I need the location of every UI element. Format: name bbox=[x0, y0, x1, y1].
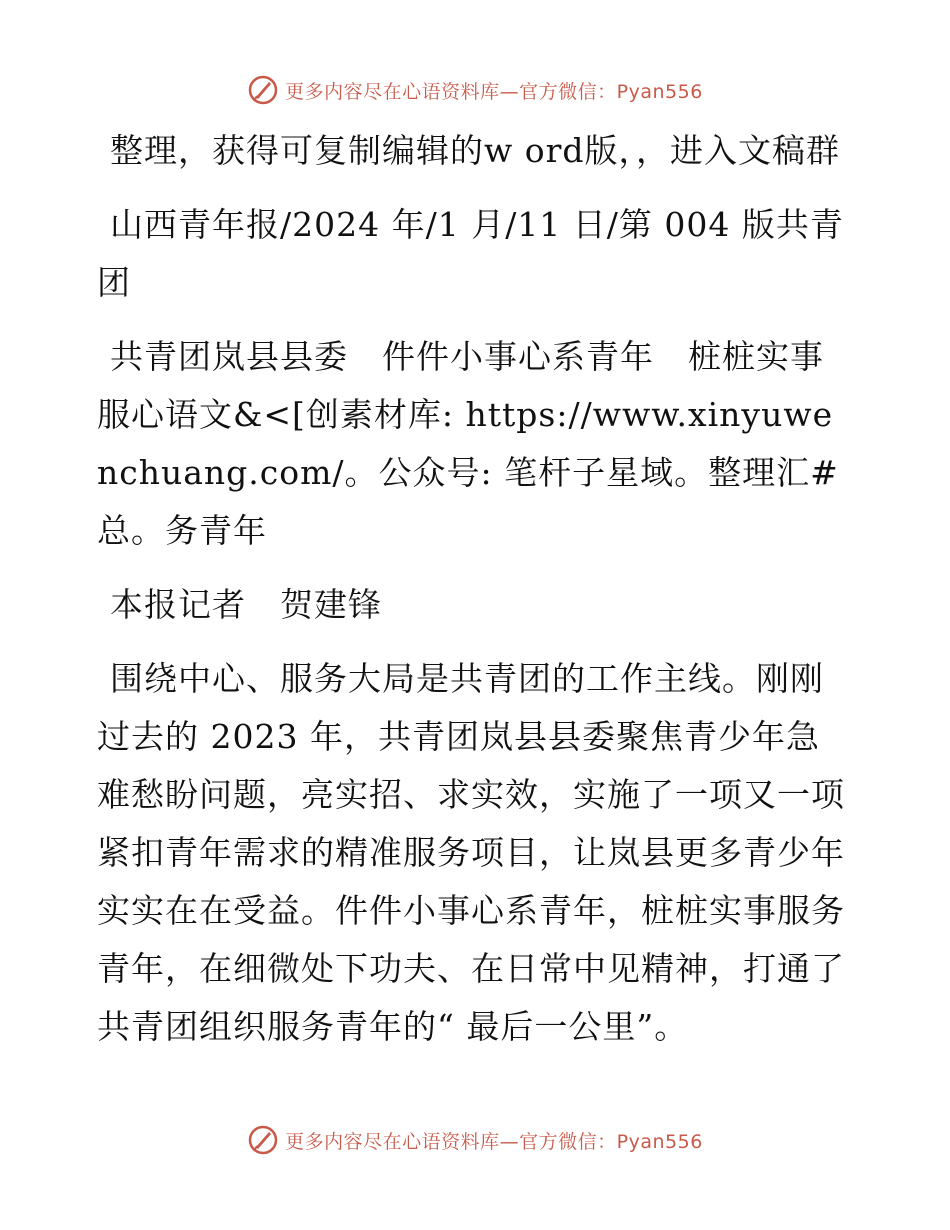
byline: 本报记者 贺建锋 bbox=[110, 585, 382, 624]
quill-circle-logo-icon bbox=[247, 74, 279, 106]
watermark-text: 更多内容尽在心语资料库—官方微信：Pyan556 bbox=[285, 1130, 703, 1153]
document-body bbox=[97, 122, 847, 1072]
footer-watermark-banner bbox=[0, 1120, 950, 1160]
quill-circle-logo-icon bbox=[247, 1124, 279, 1156]
body-paragraph: 围绕中心、服务大局是共青团的工作主线。刚刚过去的 2023 年，共青团岚县县委聚焦青少年急难愁盼问题，亮实招、求实效，实施了一项又一项紧扣青年需求的精准服务项目，让岚县更多青少年实实在在受益。件件小事心系青年，桩桩实事服务青年，在细微处下功夫、在日常中见精神，打通了共青团组织服务青年的“ 最后一公里”。 bbox=[97, 659, 845, 1046]
watermark-text: 更多内容尽在心语资料库—官方微信：Pyan556 bbox=[285, 80, 703, 103]
source-line: 山西青年报/2024 年/1 月/11 日/第 004 版共青团 bbox=[97, 205, 844, 302]
article-title: 共青团岚县县委 件件小事心系青年 桩桩实事服心语文&<[创素材库: https://www.xinyuwenchuang.com/。公众号: 笔杆子星域。整理汇#总。务青年 bbox=[97, 337, 839, 550]
note-paragraph: 整理，获得可复制编辑的w ord版，，进入文稿群 bbox=[110, 131, 841, 170]
header-watermark-banner bbox=[0, 70, 950, 110]
